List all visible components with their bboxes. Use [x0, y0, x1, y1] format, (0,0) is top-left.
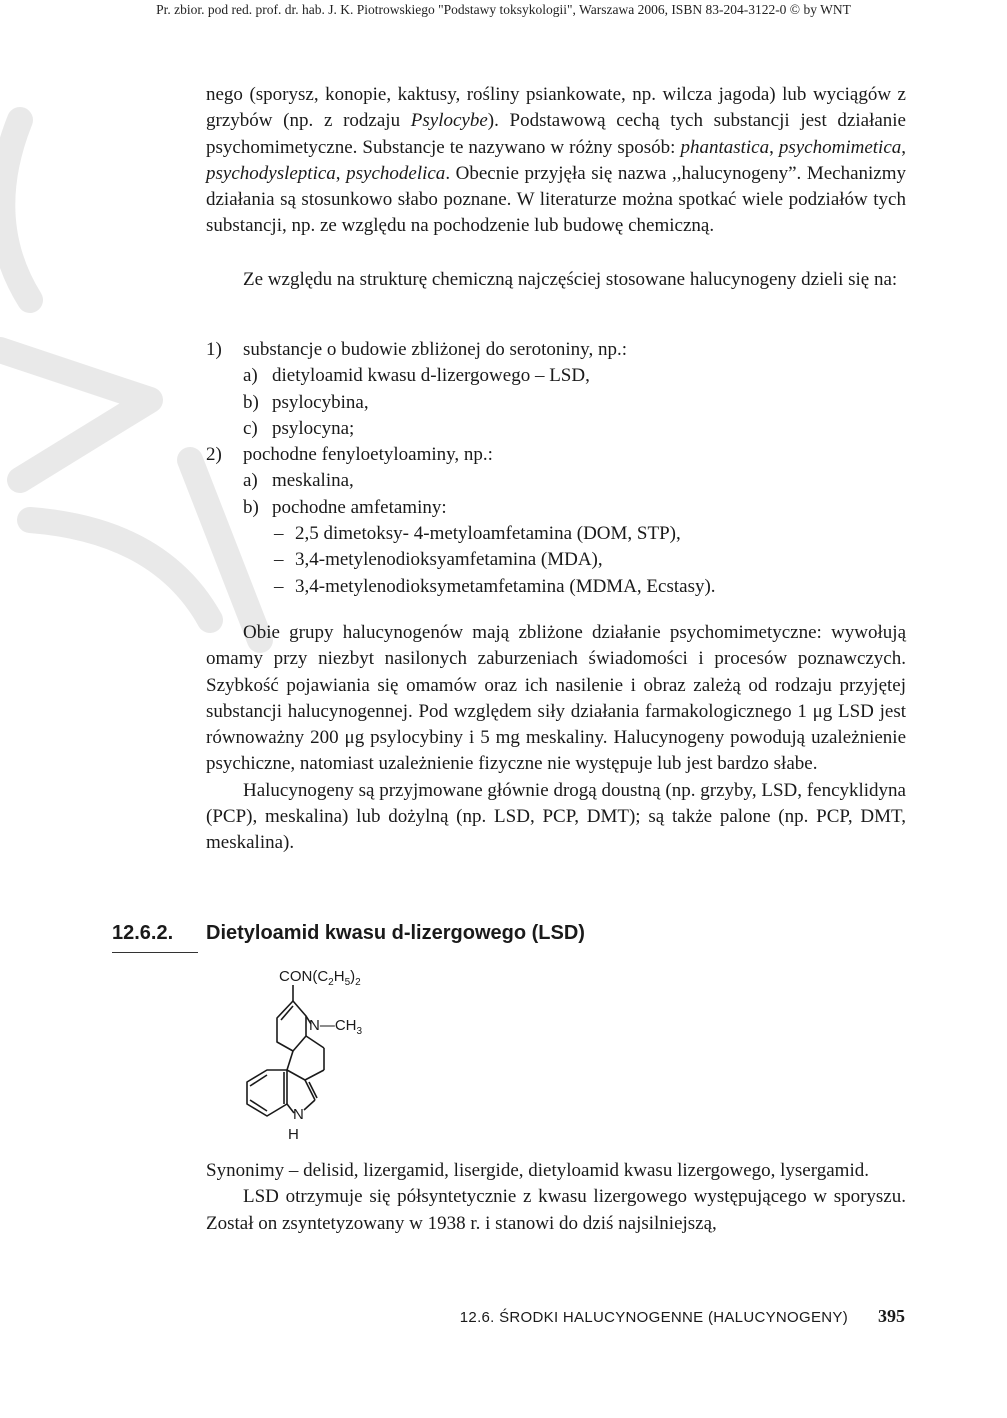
paragraph-intro: nego (sporysz, konopie, kaktusy, rośliny psiankowate, np. wilcza jagoda) lub wyciągów z grzybów (np. z rodzaju Psylocybe). Podstawową cechą tych substancji jest działanie psychomimetyczne. Substancje te nazywano w różny sposób: phantastica, psychomimetica, psychodysleptica, psychodelica. Obecnie przyjęła się nazwa ,,halucynogeny”. Mechanizmy działania są stosunkowo słabo poznane. W literaturze można spotkać wiele podziałów tych substancji, np. ze względu na pochodzenie lub budowę chemiczną.	[206, 84, 907, 237]
formula-label-h: H	[288, 1126, 299, 1143]
footer-chapter-title: 12.6. ŚRODKI HALUCYNOGENNE (HALUCYNOGENY)	[459, 1309, 848, 1326]
paragraph-effects: Obie grupy halucynogenów mają zbliżone działanie psychomimetyczne: wywołują omamy przy niezbyt nasilonych zaburzeniach świadomości i procesów poznawczych. Szybkość pojawiania się omamów oraz ich nasilenie i obraz zależą od rodzaju przyjętej substancji halucynogennej. Pod względem siły działania farmakologicznego 1 μg LSD jest równoważny 200 μg psylocybiny i 5 mg meskaliny. Halucynogeny powodują uzależnienie psychiczne, natomiast uzależnienie fizyczne nie występuje lub jest bardzo słabe. Halucynogeny są przyjmowane głównie drogą doustną (np. grzyby, LSD, fencyklidyna (PCP), meskalina) lub dożylną (np. LSD, PCP, DMT); są także palone (np. PCP, DMT, meskalina).	[206, 622, 906, 854]
page-number: 395	[878, 1306, 905, 1326]
list-item: b) psylocybina,	[243, 391, 369, 413]
section-number: 12.6.2.	[112, 922, 174, 944]
paragraph-synonyms: Synonimy – delisid, lizergamid, lisergide, dietyloamid kwasu lizergowego, lysergamid. LSD otrzymuje się półsyntetycznie z kwasu lizergowego występującego w sporyszu. Został on zsyntetyzowany w 1938 r. i stanowi do dziś najsilniejszą,	[206, 1160, 906, 1234]
list-item: – 3,4-metylenodioksymetamfetamina (MDMA, Ecstasy).	[274, 575, 716, 597]
formula-label-n-methyl: $N—CH_3$	[309, 1017, 363, 1037]
list-item: – 2,5 dimetoksy- 4-metyloamfetamina (DOM, STP),	[274, 523, 681, 545]
running-header: Pr. zbior. pod red. prof. dr. hab. J. K. Piotrowskiego "Podstawy toksykologii", Warszawa 2006, ISBN 83-204-3122-0 © by WNT	[156, 2, 851, 17]
paragraph-classification: Ze względu na strukturę chemiczną najczęściej stosowane halucynogeny dzieli się na:	[243, 269, 898, 290]
section-heading	[112, 922, 912, 945]
section-rule	[112, 952, 198, 953]
lsd-structure-formula	[225, 958, 415, 1148]
formula-label-amide: $CON(C_2H_5)_2$	[279, 968, 361, 988]
list-item: a) dietyloamid kwasu d-lizergowego – LSD,	[243, 365, 590, 387]
list-item: c) psylocyna;	[243, 417, 355, 439]
formula-label-n: N	[293, 1106, 304, 1123]
running-footer	[0, 1306, 1007, 1327]
list-item: a) meskalina,	[243, 470, 354, 492]
list-item: – 3,4-metylenodioksyamfetamina (MDA),	[274, 549, 603, 571]
list-item: 1) substancje o budowie zbliżonej do serotoniny, np.:	[206, 339, 627, 360]
hallucinogen-list	[206, 337, 906, 600]
section-title: Dietyloamid kwasu d-lizergowego (LSD)	[206, 922, 585, 944]
list-item: 2) pochodne fenyloetyloaminy, np.:	[206, 444, 493, 466]
list-item: b) pochodne amfetaminy:	[243, 496, 447, 518]
